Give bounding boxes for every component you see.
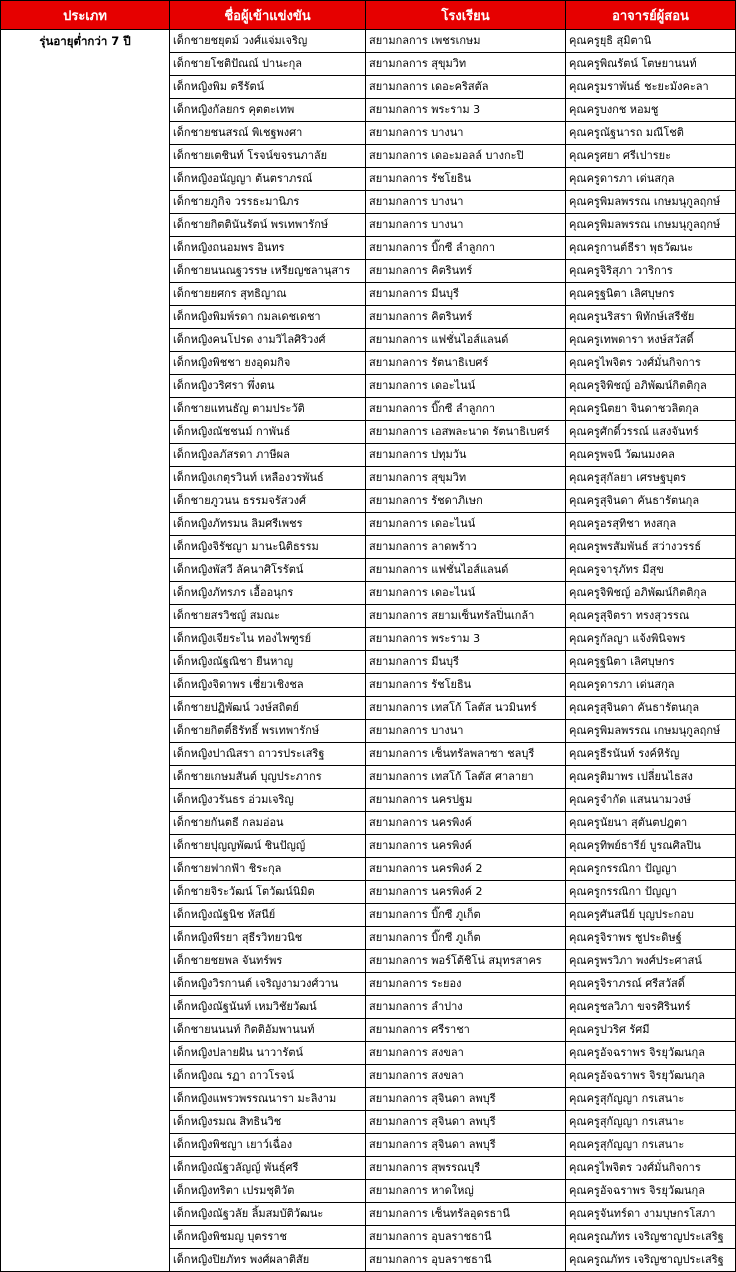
teacher-name: คุณครูดารภา เด่นสกุล [566, 168, 736, 191]
teacher-name: คุณครูธีรนันท์ รงค์หิรัญ [566, 743, 736, 766]
school-name: สยามกลการ หาดใหญ่ [366, 1180, 566, 1203]
school-name: สยามกลการ อุบลราชธานี [366, 1226, 566, 1249]
teacher-name: คุณครูสุจินดา คันธารัตนกุล [566, 490, 736, 513]
teacher-name: คุณครูณัฐนารถ มณีโชติ [566, 122, 736, 145]
teacher-name: คุณครูฐนิตา เลิศบุษกร [566, 283, 736, 306]
competitor-name: เด็กหญิงกัลยกร คุตตะเทพ [170, 99, 366, 122]
teacher-name: คุณครูสุกัญญา กรเสนาะ [566, 1111, 736, 1134]
school-name: สยามกลการ แฟชั่นไอส์แลนด์ [366, 329, 566, 352]
school-name: สยามกลการ มีนบุรี [366, 651, 566, 674]
competitor-name: เด็กหญิงพัสวี ลัคนาศิโรรัตน์ [170, 559, 366, 582]
school-name: สยามกลการ บางนา [366, 720, 566, 743]
competitor-name: เด็กหญิงปลายฝัน นาวารัตน์ [170, 1042, 366, 1065]
school-name: สยามกลการ บิ๊กซี ลำลูกกา [366, 398, 566, 421]
competitor-name: เด็กหญิงณัฐวลัย ลิ้มสมบัติวัฒนะ [170, 1203, 366, 1226]
competitor-name: เด็กหญิงณัฐณิชา ยืนหาญ [170, 651, 366, 674]
competitor-name: เด็กชายชยุตม์ วงศ์แจ่มเจริญ [170, 30, 366, 53]
teacher-name: คุณครูศันสนีย์ บุญประกอบ [566, 904, 736, 927]
competitor-name: เด็กชายปุญญพัฒน์ ชินปัญญ์ [170, 835, 366, 858]
teacher-name: คุณครูสุจิตรา ทรงสุวรรณ [566, 605, 736, 628]
school-name: สยามกลการ เพชรเกษม [366, 30, 566, 53]
header-competitor-name: ชื่อผู้เข้าแข่งขัน [170, 1, 366, 30]
school-name: สยามกลการ พอร์โต้ชิโน่ สมุทรสาคร [366, 950, 566, 973]
competitor-name: เด็กหญิงอนัญญา ต้นตราภรณ์ [170, 168, 366, 191]
school-name: สยามกลการ นครพิงค์ [366, 835, 566, 858]
category-cell: รุ่นอายุต่ำกว่า 7 ปี [1, 30, 170, 1272]
school-name: สยามกลการ มีนบุรี [366, 283, 566, 306]
teacher-name: คุณครูไพจิตร วงศ์มั่นกิจการ [566, 352, 736, 375]
teacher-name: คุณครูนริสรา พิทักษ์เสรีชัย [566, 306, 736, 329]
teacher-name: คุณครูสุกัลยา เศรษฐบุตร [566, 467, 736, 490]
school-name: สยามกลการ นครปฐม [366, 789, 566, 812]
competitor-name: เด็กชายนนณฐวรรษ เหรียญชลานุสาร [170, 260, 366, 283]
teacher-name: คุณครูจารุภัทร มีสุข [566, 559, 736, 582]
school-name: สยามกลการ คิตรินทร์ [366, 306, 566, 329]
competitor-name: เด็กหญิงณัฐนิช หัสนีย์ [170, 904, 366, 927]
table-row [1, 30, 736, 53]
competitor-name: เด็กหญิงพิชญา เยาว์เฉื่อง [170, 1134, 366, 1157]
competitor-name: เด็กหญิงลภัสรดา ภาษีผล [170, 444, 366, 467]
teacher-name: คุณครูติมาพร เปลี่ยนไธสง [566, 766, 736, 789]
teacher-name: คุณครูกัลญา แจ้งพินิจพร [566, 628, 736, 651]
competitor-name: เด็กหญิงปาณิสรา ถาวรประเสริฐ [170, 743, 366, 766]
teacher-name: คุณครูณภัทร เจริญชาญประเสริฐ [566, 1249, 736, 1272]
teacher-name: คุณครูอัจฉราพร จิรยุวัฒนกุล [566, 1065, 736, 1088]
school-name: สยามกลการ สุจินดา ลพบุรี [366, 1111, 566, 1134]
competitor-name: เด็กหญิงณ รฏา ถาวโรจน์ [170, 1065, 366, 1088]
competitor-name: เด็กหญิงภัทรภร เอื้ออนุกร [170, 582, 366, 605]
teacher-name: คุณครูไพจิตร วงศ์มั่นกิจการ [566, 1157, 736, 1180]
school-name: สยามกลการ สุจินดา ลพบุรี [366, 1088, 566, 1111]
competitor-name: เด็กหญิงพีรยา สุธีรวิทยวนิช [170, 927, 366, 950]
competitor-name: เด็กหญิงณัฐนันท์ เหมวิชัยวัฒน์ [170, 996, 366, 1019]
header-teacher: อาจารย์ผู้สอน [566, 1, 736, 30]
teacher-name: คุณครูณภัทร เจริญชาญประเสริฐ [566, 1226, 736, 1249]
school-name: สยามกลการ บางนา [366, 191, 566, 214]
competitor-name: เด็กชายเกษมสันต์ บุญประภากร [170, 766, 366, 789]
competitor-name: เด็กชายสรวิชญ์ สมณะ [170, 605, 366, 628]
header-row [1, 1, 736, 30]
teacher-name: คุณครูชลวิภา ขจรศิรินทร์ [566, 996, 736, 1019]
competitor-name: เด็กชายจิระวัฒน์ โตวัฒน์นิมิต [170, 881, 366, 904]
school-name: สยามกลการ สุขุมวิท [366, 467, 566, 490]
teacher-name: คุณครูยุธิ สุมิตานิ [566, 30, 736, 53]
school-name: สยามกลการ สุขุมวิท [366, 53, 566, 76]
teacher-name: คุณครูฐนิตา เลิศบุษกร [566, 651, 736, 674]
competitor-name: เด็กหญิงรมณ สิทธินวิช [170, 1111, 366, 1134]
competitor-name: เด็กหญิงจิรัชญา มานะนิติธรรม [170, 536, 366, 559]
teacher-name: คุณครูพรสัมพันธ์ สว่างวรรธ์ [566, 536, 736, 559]
school-name: สยามกลการ รัชโยธิน [366, 168, 566, 191]
school-name: สยามกลการ บางนา [366, 214, 566, 237]
competitor-name: เด็กหญิงพิมพ์รดา กมลเดชเดชา [170, 306, 366, 329]
school-name: สยามกลการ เดอะไนน์ [366, 513, 566, 536]
teacher-name: คุณครูเทพดารา หงษ์สวัสดิ์ [566, 329, 736, 352]
competitor-name: เด็กหญิงแพรวพรรณนารา มะลิงาม [170, 1088, 366, 1111]
teacher-name: คุณครูจิราพร ชูประดิษฐ์ [566, 927, 736, 950]
teacher-name: คุณครูจิราภรณ์ ศรีสวัสดิ์ [566, 973, 736, 996]
school-name: สยามกลการ แฟชั่นไอส์แลนด์ [366, 559, 566, 582]
teacher-name: คุณครูอัจฉราพร จิรยุวัฒนกุล [566, 1042, 736, 1065]
competitor-name: เด็กชายยศกร สุทธิญาณ [170, 283, 366, 306]
competitor-name: เด็กชายเตชินท์ โรจน์ขจรนภาลัย [170, 145, 366, 168]
teacher-name: คุณครูพิมลพรรณ เกษมนุกูลฤกษ์ [566, 214, 736, 237]
competitor-name: เด็กหญิงทริตา เปรมชุติวัต [170, 1180, 366, 1203]
teacher-name: คุณครูทิพย์ธารีย์ บูรณศิลปิน [566, 835, 736, 858]
competitor-name: เด็กหญิงคนโปรด งามวิไลศิริวงศ์ [170, 329, 366, 352]
competitor-name: เด็กหญิงณัฐวลัญญ์ พันธุ์ศรี [170, 1157, 366, 1180]
competitor-name: เด็กชายกิตติ์ธิรัทธิ์ พรเทพารักษ์ [170, 720, 366, 743]
competitor-name: เด็กชายฟากฟ้า ชิระกุล [170, 858, 366, 881]
school-name: สยามกลการ สงขลา [366, 1065, 566, 1088]
competitor-name: เด็กชายภูวนน ธรรมจรัสวงศ์ [170, 490, 366, 513]
teacher-name: คุณครูกานต์ธีรา พุธวัฒนะ [566, 237, 736, 260]
competitor-name: เด็กหญิงเจียระไน ทองไพฑูรย์ [170, 628, 366, 651]
competitor-name: เด็กหญิงวิรกานต์ เจริญงามวงศ์วาน [170, 973, 366, 996]
school-name: สยามกลการ รัตนาธิเบศร์ [366, 352, 566, 375]
teacher-name: คุณครูศักดิ์วรรณ์ แสงจันทร์ [566, 421, 736, 444]
teacher-name: คุณครูสุจินดา คันธารัตนกุล [566, 697, 736, 720]
teacher-name: คุณครูจำกัด แสนนามวงษ์ [566, 789, 736, 812]
school-name: สยามกลการ เทสโก้ โลตัส ศาลายา [366, 766, 566, 789]
competitor-name: เด็กหญิงจิดาพร เชี่ยวเชิงชล [170, 674, 366, 697]
competitor-name: เด็กชายโชติปัณณ์ ปานะกุล [170, 53, 366, 76]
school-name: สยามกลการ รัชโยธิน [366, 674, 566, 697]
school-name: สยามกลการ ลาดพร้าว [366, 536, 566, 559]
school-name: สยามกลการ คิตรินทร์ [366, 260, 566, 283]
teacher-name: คุณครูสุกัญญา กรเสนาะ [566, 1134, 736, 1157]
school-name: สยามกลการ เดอะคริสตัล [366, 76, 566, 99]
school-name: สยามกลการ ปทุมวัน [366, 444, 566, 467]
school-name: สยามกลการ ศรีราชา [366, 1019, 566, 1042]
school-name: สยามกลการ ระยอง [366, 973, 566, 996]
teacher-name: คุณครูจิพิชญ์ อภิพัฒน์กิตติกุล [566, 375, 736, 398]
teacher-name: คุณครูบงกช หอมชู [566, 99, 736, 122]
competitor-name: เด็กหญิงพิชชา ยงอุดมกิจ [170, 352, 366, 375]
competitor-name: เด็กชายกันตธี กลมอ่อน [170, 812, 366, 835]
school-name: สยามกลการ นครพิงค์ 2 [366, 858, 566, 881]
competitor-name: เด็กหญิงพิม ตรีรัตน์ [170, 76, 366, 99]
teacher-name: คุณครูสุกัญญา กรเสนาะ [566, 1088, 736, 1111]
competitor-name: เด็กหญิงณัชชนม์ กาพันธ์ [170, 421, 366, 444]
school-name: สยามกลการ บิ๊กซี ลำลูกกา [366, 237, 566, 260]
teacher-name: คุณครูพรวิภา พงศ์ประศาสน์ [566, 950, 736, 973]
competitor-name: เด็กชายกิตตินันรัตน์ พรเทพารักษ์ [170, 214, 366, 237]
teacher-name: คุณครูศยา ศรีเปารยะ [566, 145, 736, 168]
school-name: สยามกลการ นครพิงค์ [366, 812, 566, 835]
teacher-name: คุณครูกรรณิกา ปัญญา [566, 881, 736, 904]
competitor-name: เด็กชายแทนธัญ ตามประวัติ [170, 398, 366, 421]
school-name: สยามกลการ เซ็นทรัลอุดรธานี [366, 1203, 566, 1226]
teacher-name: คุณครูดารภา เด่นสกุล [566, 674, 736, 697]
teacher-name: คุณครูจิพิชญ์ อภิพัฒน์กิตติกุล [566, 582, 736, 605]
competitor-name: เด็กหญิงวรันธร อ่วมเจริญ [170, 789, 366, 812]
school-name: สยามกลการ เทสโก้ โลตัส นวมินทร์ [366, 697, 566, 720]
teacher-name: คุณครูจันทร์ดา งามบุษกรโสภา [566, 1203, 736, 1226]
competitor-name: เด็กหญิงภัทรมน ลิมศรีเพชร [170, 513, 366, 536]
school-name: สยามกลการ นครพิงค์ 2 [366, 881, 566, 904]
teacher-name: คุณครูอัจฉราพร จิรยุวัฒนกุล [566, 1180, 736, 1203]
school-name: สยามกลการ สยามเซ็นทรัลปิ่นเกล้า [366, 605, 566, 628]
school-name: สยามกลการ พระราม 3 [366, 628, 566, 651]
competitor-name: เด็กชายนนนท์ กิตติอัมพานนท์ [170, 1019, 366, 1042]
school-name: สยามกลการ เดอะมอลล์ บางกะปิ [366, 145, 566, 168]
competitor-name: เด็กชายชนสรณ์ พิเชฐพงศา [170, 122, 366, 145]
school-name: สยามกลการ สุพรรณบุรี [366, 1157, 566, 1180]
teacher-name: คุณครูจิริสุภา วาริการ [566, 260, 736, 283]
school-name: สยามกลการ เอสพละนาด รัตนาธิเบศร์ [366, 421, 566, 444]
header-category: ประเภท [1, 1, 170, 30]
school-name: สยามกลการ อุบลราชธานี [366, 1249, 566, 1272]
teacher-name: คุณครูนัยนา สุตันตปฎตา [566, 812, 736, 835]
competitor-name: เด็กชายชยพล จันทร์พร [170, 950, 366, 973]
school-name: สยามกลการ บิ๊กซี ภูเก็ต [366, 927, 566, 950]
school-name: สยามกลการ สุจินดา ลพบุรี [366, 1134, 566, 1157]
competitor-name: เด็กชายปฏิพัฒน์ วงษ์สถิตย์ [170, 697, 366, 720]
teacher-name: คุณครูพิมลพรรณ เกษมนุกูลฤกษ์ [566, 720, 736, 743]
header-school: โรงเรียน [366, 1, 566, 30]
school-name: สยามกลการ เดอะไนน์ [366, 582, 566, 605]
school-name: สยามกลการ เดอะไนน์ [366, 375, 566, 398]
competitor-name: เด็กหญิงเกตุรวินท์ เหลืองวรพันธ์ [170, 467, 366, 490]
teacher-name: คุณครูพิณรัตน์ โตษยานนท์ [566, 53, 736, 76]
teacher-name: คุณครูพจนี วัฒนมงคล [566, 444, 736, 467]
teacher-name: คุณครูปวริศ รัศมี [566, 1019, 736, 1042]
competitor-name: เด็กหญิงปิยภัทร พงศ์ผลาติสัย [170, 1249, 366, 1272]
teacher-name: คุณครูกรรณิกา ปัญญา [566, 858, 736, 881]
teacher-name: คุณครูมราพันธ์ ชะยะมังคะลา [566, 76, 736, 99]
teacher-name: คุณครูอรสุทิชา หงสกุล [566, 513, 736, 536]
teacher-name: คุณครูนิตยา จินดาชวลิตกุล [566, 398, 736, 421]
school-name: สยามกลการ พระราม 3 [366, 99, 566, 122]
school-name: สยามกลการ บางนา [366, 122, 566, 145]
school-name: สยามกลการ ลำปาง [366, 996, 566, 1019]
competitor-name: เด็กหญิงพิชมญ บุตรราช [170, 1226, 366, 1249]
school-name: สยามกลการ รัชดาภิเษก [366, 490, 566, 513]
competitor-name: เด็กชายภูกิจ วรรธะมานิภร [170, 191, 366, 214]
school-name: สยามกลการ เซ็นทรัลพลาซา ชลบุรี [366, 743, 566, 766]
teacher-name: คุณครูพิมลพรรณ เกษมนุกูลฤกษ์ [566, 191, 736, 214]
school-name: สยามกลการ สงขลา [366, 1042, 566, 1065]
competitor-name: เด็กหญิงถนอมพร อินทร [170, 237, 366, 260]
school-name: สยามกลการ บิ๊กซี ภูเก็ต [366, 904, 566, 927]
competitor-name: เด็กหญิงวริศรา พึ่งตน [170, 375, 366, 398]
